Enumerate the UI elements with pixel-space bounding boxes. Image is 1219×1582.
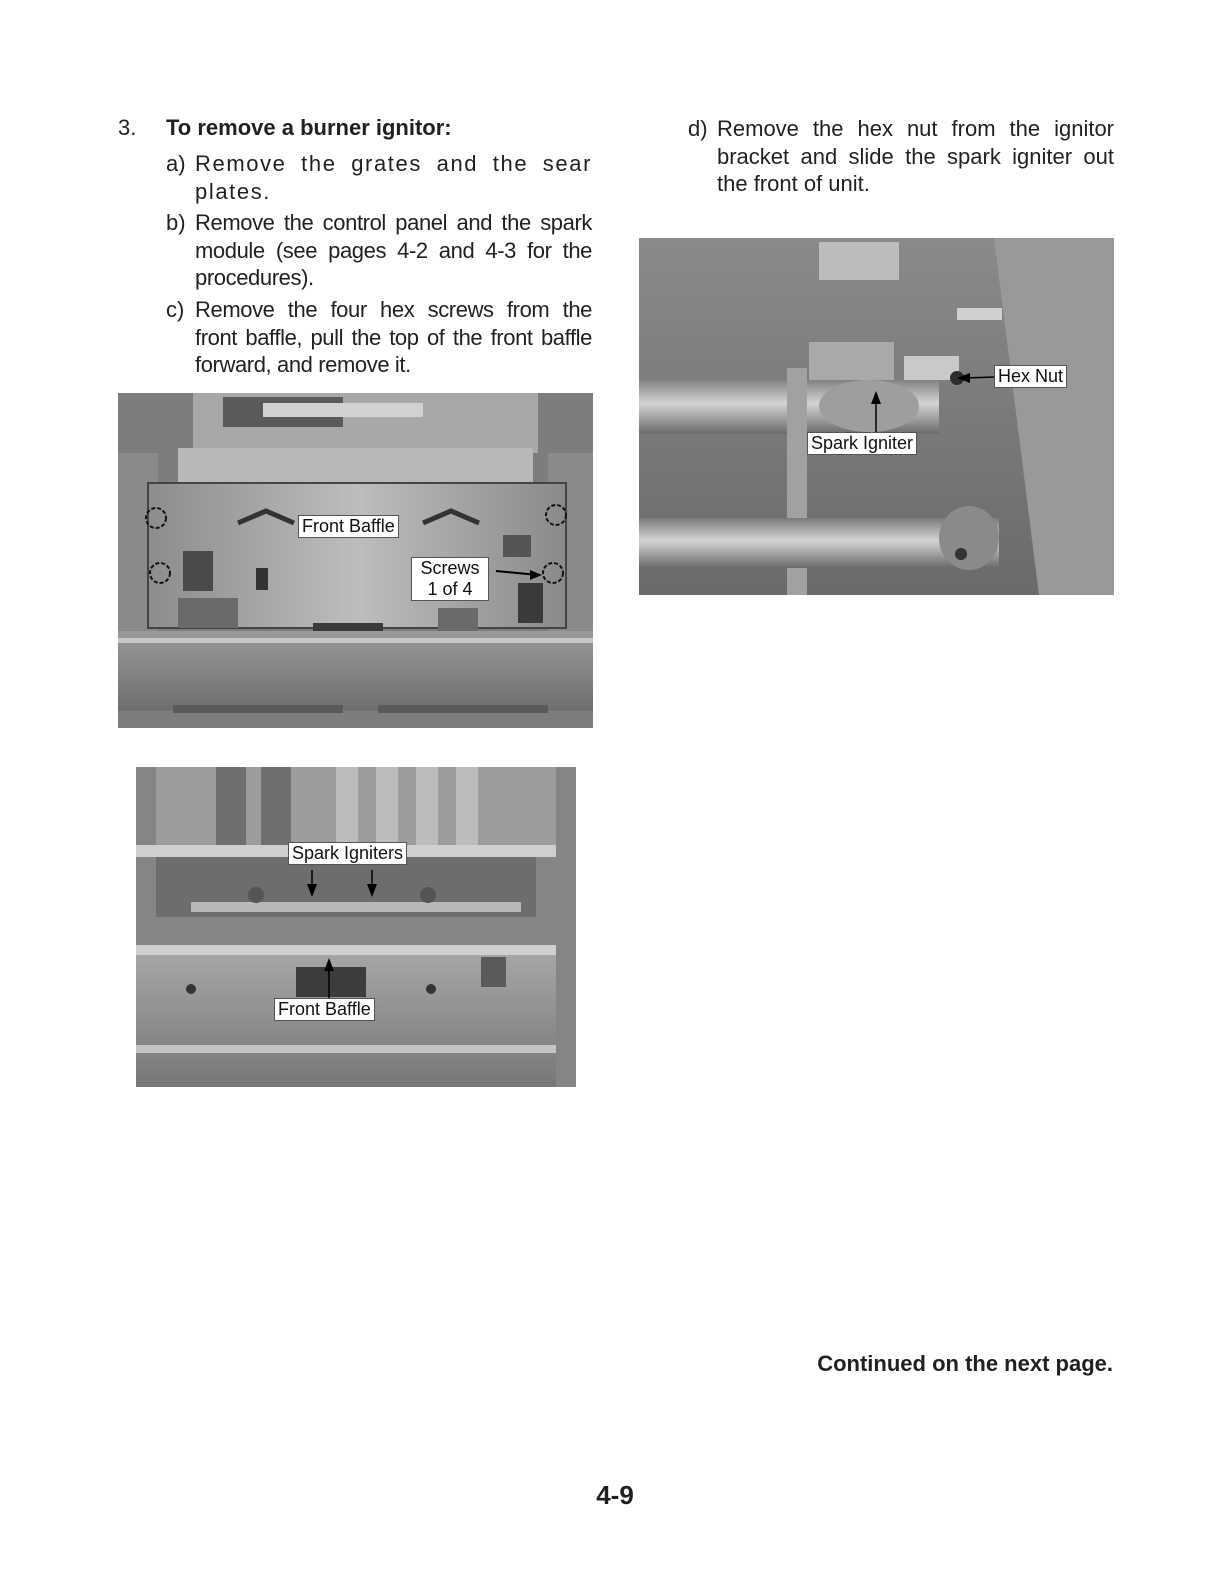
item-label: d) — [688, 116, 708, 141]
item-label: a) — [166, 151, 186, 176]
spark-igniter-callout: Spark Igniter — [807, 432, 917, 455]
item-label: b) — [166, 210, 186, 235]
screws-callout-line1: Screws — [420, 558, 480, 578]
item-text: Remove the control panel and the spark module (see pages 4-2 and 4-3 for the procedures). — [195, 210, 592, 290]
page-number: 4-9 — [596, 1480, 634, 1510]
screws-callout-line2: 1 of 4 — [427, 579, 473, 599]
continued-note: Continued on the next page. — [817, 1351, 1113, 1376]
step-item-b — [166, 209, 592, 293]
item-label: c) — [166, 297, 185, 322]
item-text: Remove the hex nut from the ignitor bracket and slide the spark igniter out the front of unit. — [717, 116, 1114, 196]
front-baffle-callout: Front Baffle — [274, 998, 375, 1021]
item-text: Remove the grates and the sear plates. — [195, 151, 592, 204]
step-item-d — [688, 115, 1114, 199]
item-text: Remove the four hex screws from the front baffle, pull the top of the front baffle forward, and remove it. — [195, 297, 592, 377]
step-number: 3. — [118, 115, 137, 140]
step-item-a — [166, 150, 592, 206]
step-title: To remove a burner ignitor: — [166, 115, 452, 140]
hex-nut-callout: Hex Nut — [994, 365, 1067, 388]
screws-callout — [411, 557, 489, 601]
spark-igniters-photo — [136, 767, 576, 1087]
front-baffle-photo — [118, 393, 593, 728]
front-baffle-callout: Front Baffle — [298, 515, 399, 538]
hex-nut-photo — [639, 238, 1114, 595]
step-item-c — [166, 296, 592, 380]
spark-igniters-callout: Spark Igniters — [288, 842, 407, 865]
